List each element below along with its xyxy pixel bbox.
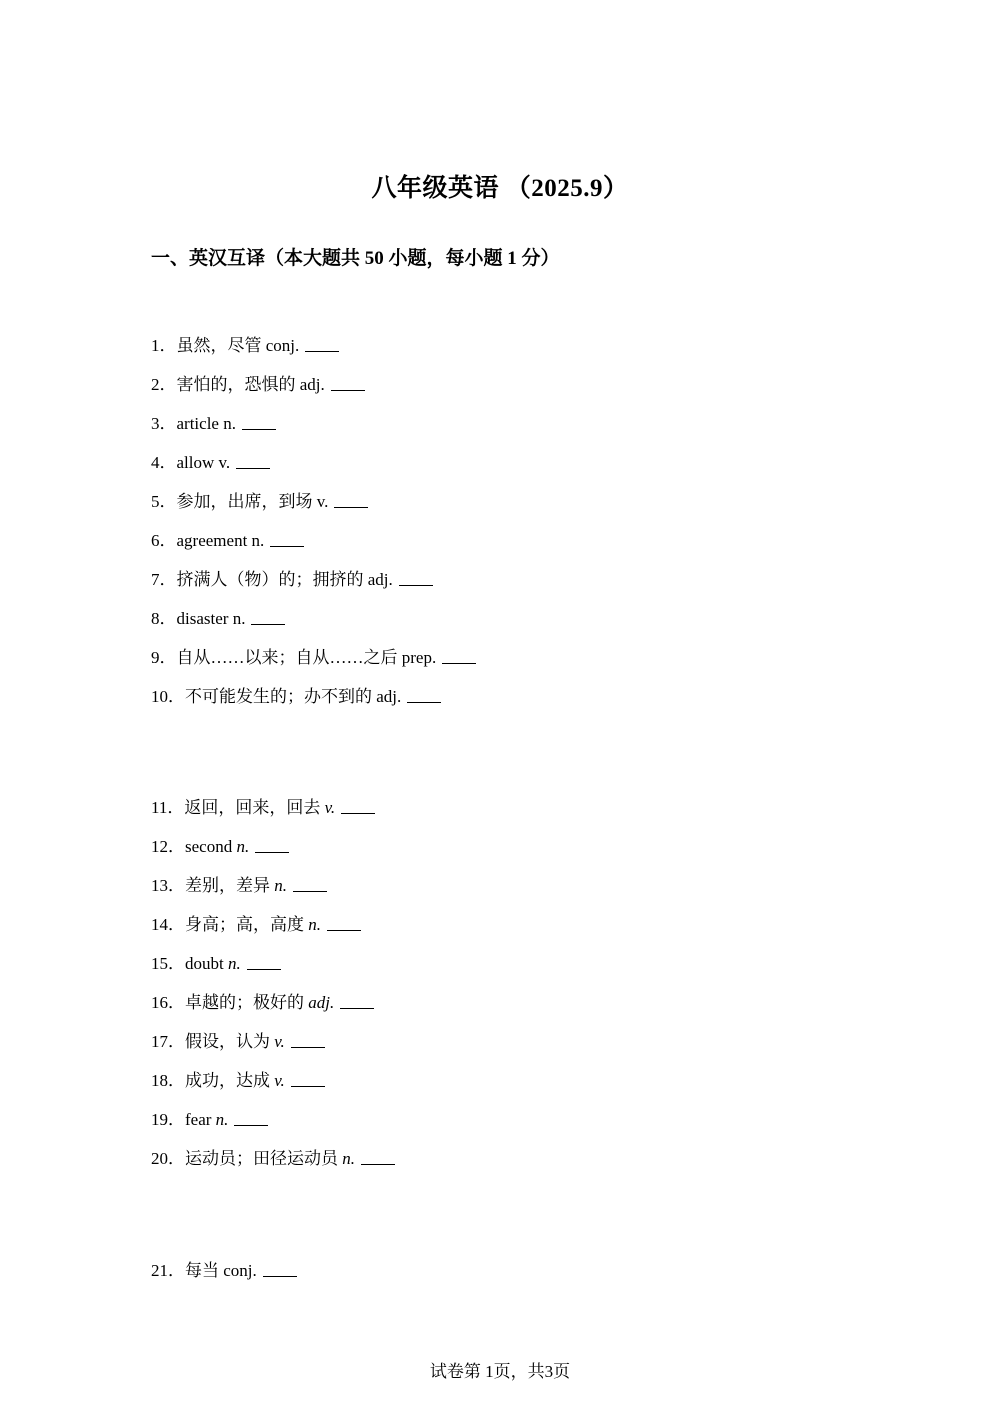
question-number: 1． [151, 336, 177, 355]
question-number: 3． [151, 414, 177, 433]
part-of-speech: n. [227, 954, 241, 973]
answer-blank[interactable] [291, 1046, 325, 1048]
part-of-speech: n. [215, 1110, 229, 1129]
part-of-speech: v. [274, 1032, 285, 1051]
question-number: 7． [151, 570, 177, 589]
question-item [151, 1260, 297, 1282]
question-item [151, 530, 304, 552]
question-item [151, 914, 361, 936]
question-text: disaster [176, 609, 233, 628]
page-footer: 试卷第 1页，共3页 [429, 1362, 571, 1381]
answer-blank[interactable] [255, 851, 289, 853]
part-of-speech: v. [274, 1071, 285, 1090]
answer-blank[interactable] [442, 662, 476, 664]
part-of-speech: v. [316, 492, 329, 511]
question-text: 差别，差异 [185, 876, 275, 895]
section-heading: 一、英汉互译（本大题共 50 小题，每小题 1 分） [151, 248, 560, 269]
part-of-speech: n. [251, 531, 265, 550]
question-item [151, 953, 281, 975]
question-text: 害怕的，恐惧的 [176, 375, 300, 394]
answer-blank[interactable] [331, 389, 365, 391]
part-of-speech: conj. [223, 1261, 257, 1280]
question-number: 10． [151, 687, 185, 706]
answer-blank[interactable] [236, 467, 270, 469]
question-text: doubt [185, 954, 228, 973]
part-of-speech: n. [308, 915, 321, 934]
part-of-speech: adj. [367, 570, 393, 589]
question-item [151, 1148, 395, 1170]
question-text: agreement [176, 531, 252, 550]
question-item [151, 875, 327, 897]
question-number: 18． [151, 1071, 185, 1090]
question-text: 挤满人（物）的；拥挤的 [176, 570, 368, 589]
part-of-speech: adj. [299, 375, 325, 394]
answer-blank[interactable] [399, 584, 433, 586]
answer-blank[interactable] [291, 1085, 325, 1087]
question-number: 16． [151, 993, 185, 1012]
question-text: 自从……以来；自从……之后 [176, 648, 402, 667]
answer-blank[interactable] [334, 506, 368, 508]
question-text: 成功，达成 [185, 1071, 275, 1090]
answer-blank[interactable] [242, 428, 276, 430]
question-number: 14． [151, 915, 185, 934]
part-of-speech: n. [274, 876, 287, 895]
question-number: 15． [151, 954, 185, 973]
answer-blank[interactable] [247, 968, 281, 970]
part-of-speech: n. [342, 1149, 355, 1168]
question-text: 运动员；田径运动员 [185, 1149, 343, 1168]
question-number: 5． [151, 492, 177, 511]
answer-blank[interactable] [305, 350, 339, 352]
question-item [151, 452, 270, 474]
question-item [151, 374, 365, 396]
question-text: 参加，出席，到场 [176, 492, 317, 511]
question-text: 不可能发生的；办不到的 [185, 687, 377, 706]
answer-blank[interactable] [340, 1007, 374, 1009]
question-number: 2． [151, 375, 177, 394]
question-item [151, 1070, 325, 1092]
question-text: 假设，认为 [185, 1032, 275, 1051]
question-item [151, 647, 476, 669]
question-item [151, 1031, 325, 1053]
question-item [151, 1109, 268, 1131]
question-text: 卓越的；极好的 [185, 993, 309, 1012]
question-item [151, 569, 433, 591]
answer-blank[interactable] [234, 1124, 268, 1126]
answer-blank[interactable] [407, 701, 441, 703]
question-number: 21． [151, 1261, 185, 1280]
answer-blank[interactable] [361, 1163, 395, 1165]
question-item [151, 992, 374, 1014]
question-text: article [176, 414, 224, 433]
question-number: 9． [151, 648, 177, 667]
part-of-speech: v. [324, 798, 336, 817]
part-of-speech: n. [232, 609, 246, 628]
question-item [151, 491, 368, 513]
question-item [151, 608, 285, 630]
question-number: 20． [151, 1149, 185, 1168]
question-text: second [185, 837, 237, 856]
part-of-speech: adj. [376, 687, 402, 706]
question-number: 6． [151, 531, 177, 550]
question-number: 12． [151, 837, 185, 856]
question-item [151, 686, 441, 708]
question-text: 身高；高，高度 [185, 915, 309, 934]
part-of-speech: n. [236, 837, 250, 856]
question-item [151, 413, 276, 435]
answer-blank[interactable] [263, 1275, 297, 1277]
question-text: 返回，回来，回去 [184, 798, 325, 817]
answer-blank[interactable] [293, 890, 327, 892]
question-number: 11． [151, 798, 185, 817]
answer-blank[interactable] [270, 545, 304, 547]
part-of-speech: conj. [265, 336, 300, 355]
answer-blank[interactable] [251, 623, 285, 625]
part-of-speech: prep. [401, 648, 437, 667]
answer-blank[interactable] [327, 929, 361, 931]
question-number: 17． [151, 1032, 185, 1051]
question-item [151, 797, 375, 819]
question-number: 13． [151, 876, 185, 895]
answer-blank[interactable] [341, 812, 375, 814]
question-item [151, 836, 289, 858]
question-text: 每当 [185, 1261, 224, 1280]
question-number: 8． [151, 609, 177, 628]
question-text: fear [185, 1110, 216, 1129]
question-text: 虽然，尽管 [176, 336, 266, 355]
question-number: 19． [151, 1110, 185, 1129]
question-item [151, 335, 339, 357]
page-title: 八年级英语 （2025.9） [371, 175, 629, 202]
part-of-speech: n. [223, 414, 236, 433]
question-number: 4． [151, 453, 177, 472]
part-of-speech: adj. [308, 993, 335, 1012]
part-of-speech: v. [218, 453, 231, 472]
question-text: allow [176, 453, 219, 472]
